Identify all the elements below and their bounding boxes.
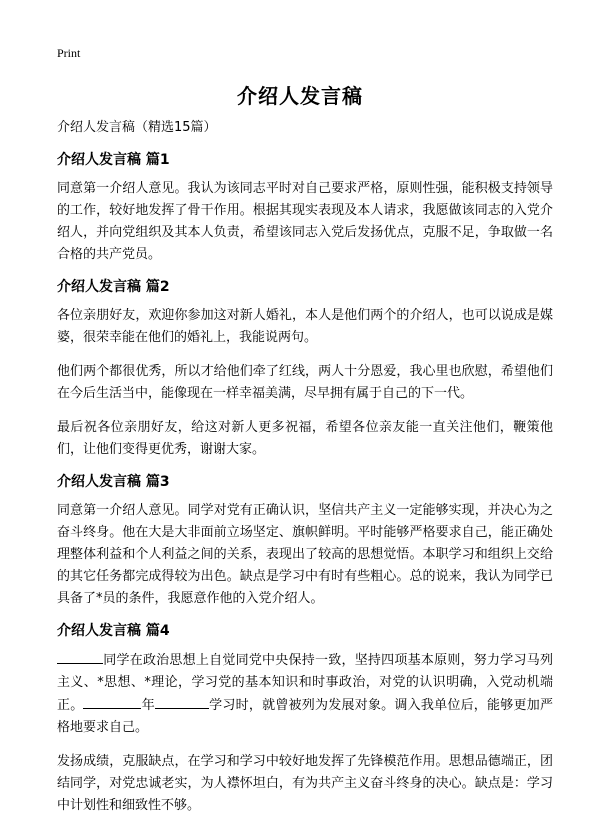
section-1: [57, 151, 553, 266]
document-body: [57, 119, 553, 829]
section-paragraph: 同意第一介绍人意见。同学对党有正确认识，坚信共产主义一定能够实现，并决心为之奋斗终身。他在大是大非面前立场坚定、旗帜鲜明。平时能够严格要求自己，能正确处理整体利益和个人利益之间的关系，表现出了较高的思想觉悟。本职学习和组织上交给的其它任务都完成得较为出色。缺点是学习中有时有些粗心。总的说来，我认为同学已具备了*员的条件，我愿意作他的入党介绍人。: [57, 503, 553, 606]
fill-blank-line: [83, 694, 141, 709]
section-3: [57, 473, 553, 610]
page-title: 介绍人发言稿: [237, 84, 363, 108]
section-2: [57, 278, 553, 461]
section-paragraph: 同意第一介绍人意见。我认为该同志平时对自己要求严格，原则性强，能积极支持领导的工作，较好地发挥了骨干作用。根据其现实表现及本人请求，我愿做该同志的入党介绍人，并向党组织及其本人负责，希望该同志入党后发扬优点，克服不足，争取做一名合格的共产党员。: [57, 181, 553, 262]
section-paragraph: 最后祝各位亲朋好友，给这对新人更多祝福，希望各位亲友能一直关注他们，鞭策他们，让他们变得更优秀，谢谢大家。: [57, 420, 553, 457]
document-subtitle: 介绍人发言稿（精选15篇）: [57, 120, 217, 135]
section-heading: 介绍人发言稿 篇3: [57, 474, 170, 490]
paragraph-text-part: 年: [141, 698, 155, 713]
section-heading: 介绍人发言稿 篇1: [57, 152, 170, 168]
paragraph-text-part: 同学在政治思想上自觉同党中央保持一致，坚持四项基本原则，努力学习马列主义、*思想、*理论，学习党的基本知识和时事政治，对党的认识明确，入党动机端正。: [57, 653, 553, 713]
section-4: [57, 622, 553, 817]
section-paragraph: 发扬成绩，克服缺点，在学习和学习中较好地发挥了先锋模范作用。思想品德端正，团结同学，对党忠诚老实，为人襟怀坦白，有为共产主义奋斗终身的决心。缺点是：学习中计划性和细致性不够。: [57, 754, 553, 813]
section-paragraph: 他们两个都很优秀，所以才给他们牵了红线，两人十分恩爱，我心里也欣慰，希望他们在今后生活当中，能像现在一样幸福美满，尽早拥有属于自己的下一代。: [57, 364, 553, 401]
fill-blank-line: [57, 649, 103, 664]
fill-blank-line: [155, 694, 209, 709]
section-heading: 介绍人发言稿 篇4: [57, 623, 170, 639]
section-paragraph-with-blanks: [57, 649, 553, 739]
section-paragraph: 各位亲朋好友，欢迎你参加这对新人婚礼，本人是他们两个的介绍人，也可以说成是媒婆，很荣幸能在他们的婚礼上，我能说两句。: [57, 308, 553, 345]
paragraph-text-part: 学习时，就曾被列为发展对象。调入我单位后，能够更加严格地要求自己。: [57, 698, 553, 735]
section-heading: 介绍人发言稿 篇2: [57, 279, 170, 295]
print-link[interactable]: Print: [57, 46, 81, 60]
